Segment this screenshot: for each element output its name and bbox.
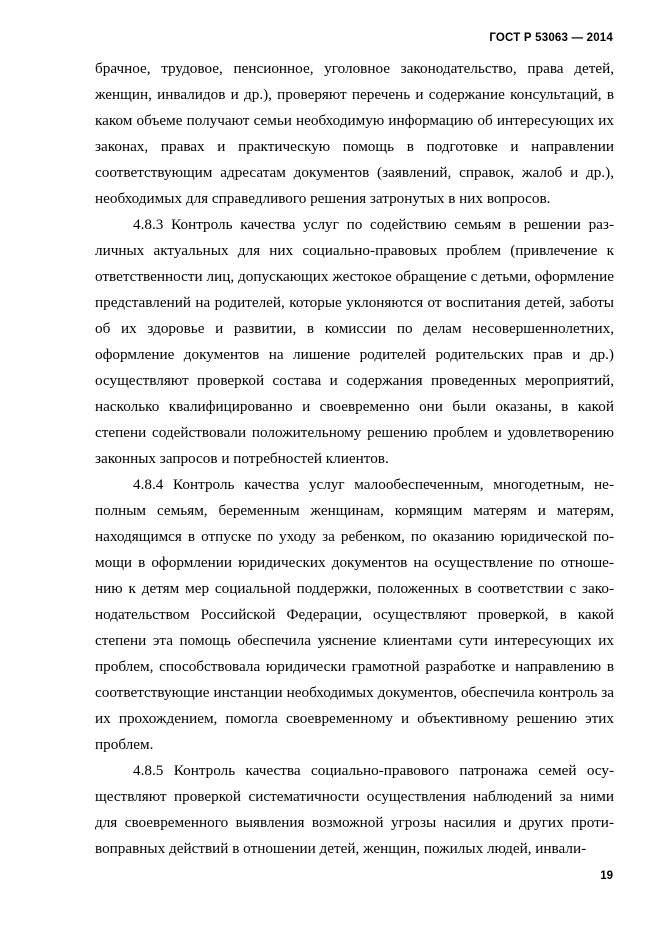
document-body bbox=[95, 56, 614, 862]
page-number: 19 bbox=[600, 870, 613, 882]
paragraph-4-8-5: 4.8.5 Контроль качества социально-правового патронажа семей осуществляют проверкой систематичности осуществления наблюдений за ними для своевременного выявления возможной угрозы насилия и других противоправных действий в отношении детей, женщин, пожилых людей, инвали- bbox=[95, 762, 614, 857]
paragraph-4-8-3: 4.8.3 Контроль качества услуг по содействию семьям в решении различных актуальных для них социально-правовых проблем (привлечение к ответственности лиц, допускающих жестокое обращение с детьми, оформление представлений на родителей, которые уклоняются от воспитания детей, заботы об их здоровье и развитии, в комиссии по делам несовершеннолетних, оформление документов на лишение родителей родительских прав и др.) осуществляют проверкой состава и содержания проведенных мероприятий, насколько квалифицированно и своевременно они были оказаны, в какой степени содействовали положительному решению проблем и удовлетворению законных запросов и потребностей клиентов. bbox=[95, 216, 614, 467]
paragraph-4-8-4: 4.8.4 Контроль качества услуг малообеспеченным, многодетным, неполным семьям, беременным женщинам, кормящим матерям и матерям, находящимся в отпуске по уходу за ребенком, по оказанию юридической помощи в оформлении юридических документов на осуществление по отношению к детям мер социальной поддержки, положенных в соответствии с законодательством Российской Федерации, осуществляют проверкой, в какой степени эта помощь обеспечила уяснение клиентами сути интересующих их проблем, способствовала юридически грамотной разработке и направлению в соответствующие инстанции необходимых документов, обеспечила контроль за их прохождением, помогла своевременному и объективному решению этих проблем. bbox=[95, 476, 614, 753]
page-header-standard-code: ГОСТ Р 53063 — 2014 bbox=[489, 32, 613, 44]
paragraph-continuation: брачное, трудовое, пенсионное, уголовное законодательство, права детей, женщин, инвалидов и др.), проверяют перечень и содержание консультаций, в каком объеме получают семьи необходимую информацию об интересующих их законах, правах и практическую помощь в подготовке и направлении соответствующим адресатам документов (заявлений, справок, жалоб и др.), необходимых для справедливого решения затронутых в них вопросов. bbox=[95, 60, 614, 207]
